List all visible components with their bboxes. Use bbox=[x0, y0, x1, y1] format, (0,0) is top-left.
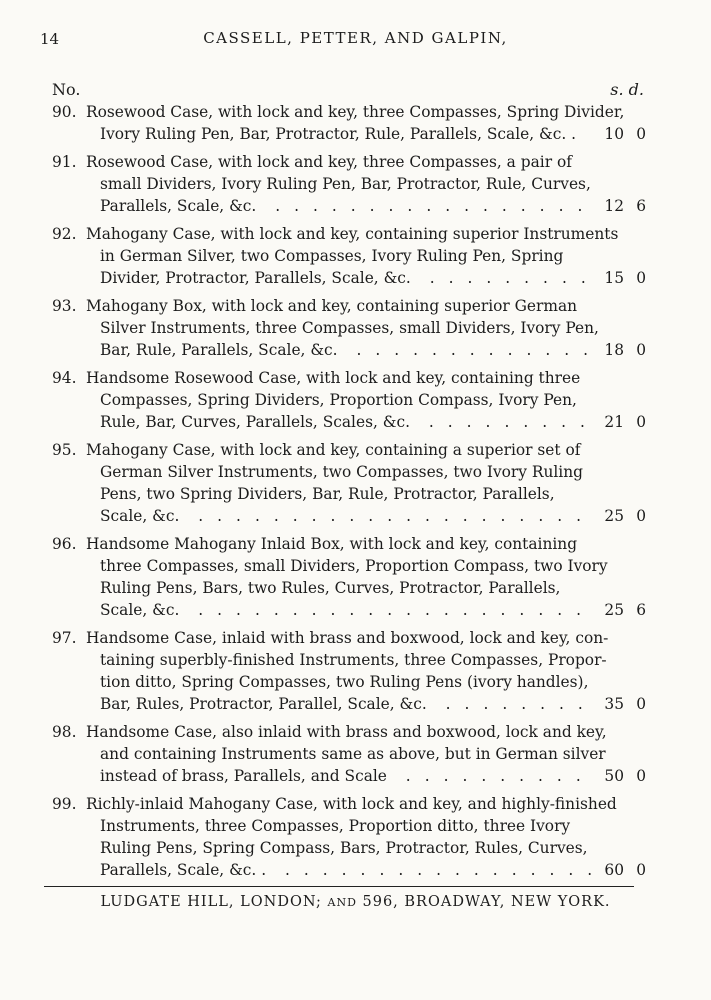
catalogue-item bbox=[52, 627, 646, 715]
leader-dots: ........ bbox=[426, 695, 597, 713]
item-line bbox=[52, 693, 646, 715]
catalogue-item bbox=[52, 223, 646, 289]
item-description: Bar, Rules, Protractor, Parallel, Scale, &c. bbox=[100, 695, 427, 713]
item-description: Handsome Mahogany Inlaid Box, with lock and key, containing bbox=[86, 535, 578, 553]
item-line bbox=[52, 339, 646, 361]
leader-dots: ......... bbox=[409, 413, 599, 431]
price-shillings: 25 bbox=[604, 601, 624, 619]
item-number: 90. bbox=[52, 103, 77, 121]
item-description: Pens, two Spring Dividers, Bar, Rule, Protractor, Parallels, bbox=[100, 485, 555, 503]
price-pence: 0 bbox=[636, 125, 646, 143]
price-pence: 0 bbox=[636, 695, 646, 713]
item-description: Rosewood Case, with lock and key, three Compasses, a pair of bbox=[86, 153, 572, 171]
item-price bbox=[598, 411, 646, 433]
item-description: instead of brass, Parallels, and Scale bbox=[100, 767, 387, 785]
price-shillings: 12 bbox=[604, 197, 624, 215]
leader-dots: ..................... bbox=[179, 601, 596, 619]
price-pence: 0 bbox=[636, 767, 646, 785]
catalogue-item bbox=[52, 439, 646, 527]
item-price bbox=[598, 693, 646, 715]
item-description: Rule, Bar, Curves, Parallels, Scales, &c. bbox=[100, 413, 410, 431]
item-description: Handsome Case, inlaid with brass and boxwood, lock and key, con- bbox=[86, 629, 609, 647]
item-line bbox=[52, 123, 646, 145]
item-description: Ruling Pens, Spring Compass, Bars, Protractor, Rules, Curves, bbox=[100, 839, 588, 857]
price-pence: 0 bbox=[636, 341, 646, 359]
catalogue-item bbox=[52, 721, 646, 787]
item-description: Instruments, three Compasses, Proportion ditto, three Ivory bbox=[100, 817, 571, 835]
item-number: 97. bbox=[52, 629, 77, 647]
price-pence: 6 bbox=[636, 197, 646, 215]
item-line bbox=[52, 483, 646, 505]
item-line bbox=[52, 859, 646, 881]
price-shillings: 50 bbox=[604, 767, 624, 785]
item-description: German Silver Instruments, two Compasses, two Ivory Ruling bbox=[100, 463, 583, 481]
item-line bbox=[52, 671, 646, 693]
item-price bbox=[598, 765, 646, 787]
item-line bbox=[52, 367, 646, 389]
footer-rule bbox=[44, 886, 634, 887]
footer-address bbox=[0, 894, 711, 910]
item-line bbox=[52, 533, 646, 555]
item-description: Handsome Case, also inlaid with brass and boxwood, lock and key, bbox=[86, 723, 607, 741]
item-number: 92. bbox=[52, 225, 77, 243]
item-line bbox=[52, 223, 646, 245]
item-price bbox=[598, 505, 646, 527]
item-line bbox=[52, 245, 646, 267]
price-shillings: 15 bbox=[604, 269, 624, 287]
item-description: Parallels, Scale, &c. bbox=[100, 197, 257, 215]
item-line bbox=[52, 577, 646, 599]
item-description: Ivory Ruling Pen, Bar, Protractor, Rule, Parallels, Scale, &c. . bbox=[100, 125, 577, 143]
catalogue-item bbox=[52, 367, 646, 433]
catalogue-item bbox=[52, 295, 646, 361]
item-line bbox=[52, 267, 646, 289]
item-description: Mahogany Box, with lock and key, containing superior German bbox=[86, 297, 578, 315]
item-number: 99. bbox=[52, 795, 77, 813]
price-shillings: 25 bbox=[604, 507, 624, 525]
leader-dots: ................. bbox=[256, 197, 597, 215]
price-pence: 0 bbox=[636, 413, 646, 431]
item-line bbox=[52, 173, 646, 195]
item-description: Richly-inlaid Mahogany Case, with lock and key, and highly-finished bbox=[86, 795, 617, 813]
item-description: Scale, &c. bbox=[100, 601, 180, 619]
item-line bbox=[52, 461, 646, 483]
item-number: 93. bbox=[52, 297, 77, 315]
item-line bbox=[52, 411, 646, 433]
price-shillings: 10 bbox=[604, 125, 624, 143]
price-shillings: 18 bbox=[604, 341, 624, 359]
item-description: Handsome Rosewood Case, with lock and key, containing three bbox=[86, 369, 581, 387]
item-description: in German Silver, two Compasses, Ivory Ruling Pen, Spring bbox=[100, 247, 564, 265]
item-number: 96. bbox=[52, 535, 77, 553]
item-line bbox=[52, 101, 646, 123]
item-line bbox=[52, 649, 646, 671]
item-line bbox=[52, 195, 646, 217]
item-description: Parallels, Scale, &c. . bbox=[100, 861, 267, 879]
footer-and: AND bbox=[327, 896, 357, 909]
price-pence: 0 bbox=[636, 507, 646, 525]
item-line bbox=[52, 439, 646, 461]
catalogue-items bbox=[52, 101, 646, 887]
item-price bbox=[598, 195, 646, 217]
item-line bbox=[52, 793, 646, 815]
item-description: three Compasses, small Dividers, Proportion Compass, two Ivory bbox=[100, 557, 608, 575]
leader-dots: ......... bbox=[410, 269, 600, 287]
item-description: Mahogany Case, with lock and key, containing a superior set of bbox=[86, 441, 581, 459]
item-line bbox=[52, 505, 646, 527]
running-head: CASSELL, PETTER, AND GALPIN, bbox=[203, 29, 508, 47]
item-description: Divider, Protractor, Parallels, Scale, &c. bbox=[100, 269, 411, 287]
price-shillings: 35 bbox=[604, 695, 624, 713]
item-line bbox=[52, 815, 646, 837]
item-line bbox=[52, 837, 646, 859]
leader-dots: ..................... bbox=[179, 507, 596, 525]
price-shillings: 60 bbox=[604, 861, 624, 879]
item-line bbox=[52, 317, 646, 339]
price-pence: 0 bbox=[636, 861, 646, 879]
item-price bbox=[598, 339, 646, 361]
footer-london: LUDGATE HILL, LONDON; bbox=[100, 894, 322, 910]
item-description: and containing Instruments same as above, but in German silver bbox=[100, 745, 606, 763]
item-description: tion ditto, Spring Compasses, two Ruling Pens (ivory handles), bbox=[100, 673, 589, 691]
item-description: small Dividers, Ivory Ruling Pen, Bar, Protractor, Rule, Curves, bbox=[100, 175, 591, 193]
item-line bbox=[52, 599, 646, 621]
leader-dots: .......... bbox=[386, 767, 595, 785]
item-number: 91. bbox=[52, 153, 77, 171]
item-description: Mahogany Case, with lock and key, containing superior Instruments bbox=[86, 225, 619, 243]
item-price bbox=[598, 123, 646, 145]
item-number: 95. bbox=[52, 441, 77, 459]
column-no-label: No. bbox=[52, 80, 81, 99]
item-description: Bar, Rule, Parallels, Scale, &c. bbox=[100, 341, 338, 359]
leader-dots: ............. bbox=[337, 341, 603, 359]
catalogue-item bbox=[52, 533, 646, 621]
price-pence: 6 bbox=[636, 601, 646, 619]
item-description: taining superbly-finished Instruments, three Compasses, Propor- bbox=[100, 651, 607, 669]
price-pence: 0 bbox=[636, 269, 646, 287]
item-line bbox=[52, 743, 646, 765]
column-price-label: s. d. bbox=[610, 80, 644, 99]
item-line bbox=[52, 151, 646, 173]
catalogue-item bbox=[52, 793, 646, 881]
item-price bbox=[598, 599, 646, 621]
item-line bbox=[52, 627, 646, 649]
item-line bbox=[52, 721, 646, 743]
item-line bbox=[52, 555, 646, 577]
catalogue-item bbox=[52, 101, 646, 145]
item-description: Scale, &c. bbox=[100, 507, 180, 525]
item-price bbox=[598, 859, 646, 881]
item-description: Rosewood Case, with lock and key, three Compasses, Spring Divider, bbox=[86, 103, 625, 121]
item-price bbox=[598, 267, 646, 289]
catalogue-item bbox=[52, 151, 646, 217]
item-description: Ruling Pens, Bars, two Rules, Curves, Protractor, Parallels, bbox=[100, 579, 561, 597]
item-description: Silver Instruments, three Compasses, small Dividers, Ivory Pen, bbox=[100, 319, 599, 337]
item-description: Compasses, Spring Dividers, Proportion Compass, Ivory Pen, bbox=[100, 391, 577, 409]
item-line bbox=[52, 295, 646, 317]
page-number: 14 bbox=[40, 30, 60, 48]
leader-dots: ................. bbox=[266, 861, 607, 879]
item-number: 94. bbox=[52, 369, 77, 387]
price-shillings: 21 bbox=[604, 413, 624, 431]
item-line bbox=[52, 389, 646, 411]
footer-new-york: 596, BROADWAY, NEW YORK. bbox=[362, 894, 611, 910]
item-number: 98. bbox=[52, 723, 77, 741]
item-line bbox=[52, 765, 646, 787]
